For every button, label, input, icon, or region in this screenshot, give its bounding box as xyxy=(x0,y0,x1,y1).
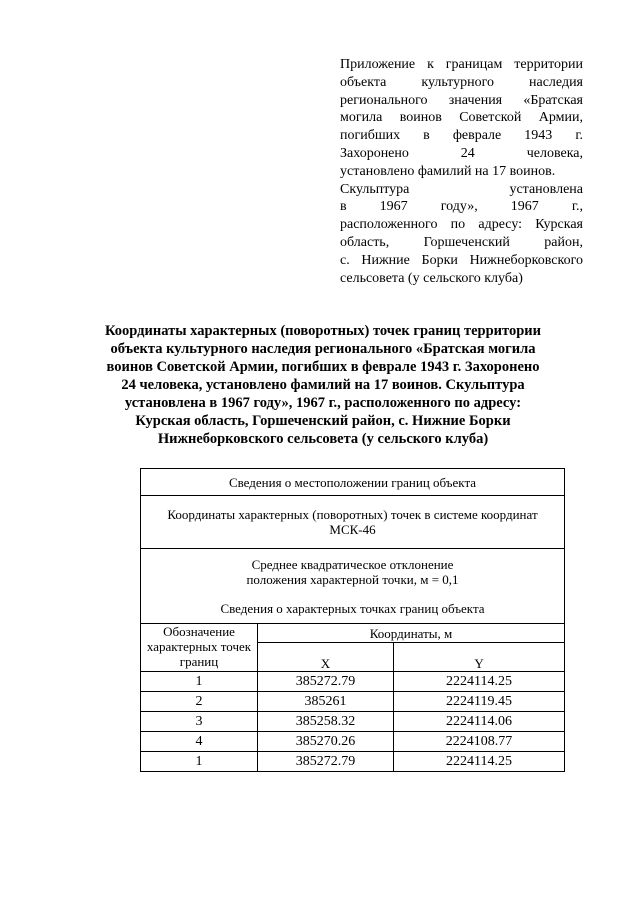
appendix-line: установлено фамилий на 17 воинов. xyxy=(340,163,556,179)
appendix-line: Приложение к границам территории xyxy=(340,57,583,72)
y-cell: 2224119.45 xyxy=(394,692,565,712)
col-point-line: Обозначение xyxy=(163,624,235,639)
title-line: воинов Советской Армии, погибших в феврале 1943 г. Захоронено xyxy=(106,359,540,375)
title-line: объекта культурного наследия регионального «Братская могила xyxy=(110,341,536,357)
col-point-line: характерных точек xyxy=(146,639,252,654)
coordinates-table xyxy=(140,468,565,772)
appendix-line: с. Нижние Борки Нижнеборковского xyxy=(340,252,583,268)
col-point-header xyxy=(141,624,258,672)
col-y-header: Y xyxy=(394,643,565,672)
appendix-line: регионального значения «Братская xyxy=(340,92,583,108)
col-point-line: границ xyxy=(179,654,219,669)
appendix-line: Скульптура установлена xyxy=(340,181,583,197)
coord-system-line: МСК-46 xyxy=(329,522,376,537)
title-line: Нижнеборковского сельсовета (у сельского клуба) xyxy=(157,431,489,447)
appendix-line: погибших в феврале 1943 г. xyxy=(340,128,583,144)
rms-cell xyxy=(141,549,565,624)
col-coords-header: Координаты, м xyxy=(258,624,565,643)
coord-system-line: Координаты характерных (поворотных) точек в системе координат xyxy=(167,507,538,522)
rms-line: положения характерной точки, м = 0,1 xyxy=(246,571,459,587)
point-cell: 1 xyxy=(141,672,258,692)
coord-system-row xyxy=(141,496,565,549)
rms-row xyxy=(141,549,565,624)
location-info-row xyxy=(141,469,565,496)
x-cell: 385272.79 xyxy=(258,752,394,772)
y-cell: 2224114.06 xyxy=(394,712,565,732)
x-cell: 385270.26 xyxy=(258,732,394,752)
point-cell: 1 xyxy=(141,752,258,772)
points-info-line: Сведения о характерных точках границ объекта xyxy=(220,600,485,616)
point-cell: 3 xyxy=(141,712,258,732)
appendix-line: область, Горшеченский район, xyxy=(340,234,583,250)
appendix-line: могила воинов Советской Армии, xyxy=(340,110,583,126)
table-row xyxy=(141,712,565,732)
appendix-line: Захоронено 24 человека, xyxy=(340,145,583,161)
y-cell: 2224114.25 xyxy=(394,752,565,772)
header-row xyxy=(141,624,565,643)
rms-line: Среднее квадратическое отклонение xyxy=(251,556,454,572)
table-row xyxy=(141,732,565,752)
y-cell: 2224108.77 xyxy=(394,732,565,752)
x-cell: 385261 xyxy=(258,692,394,712)
table-row xyxy=(141,672,565,692)
point-cell: 4 xyxy=(141,732,258,752)
appendix-line: объекта культурного наследия xyxy=(340,74,583,90)
appendix-line: расположенного по адресу: Курская xyxy=(340,217,583,233)
appendix-line: сельсовета (у сельского клуба) xyxy=(340,270,523,286)
appendix-note xyxy=(340,56,583,287)
col-x-header: X xyxy=(258,643,394,672)
table-row xyxy=(141,752,565,772)
document-title xyxy=(96,322,550,448)
y-cell: 2224114.25 xyxy=(394,672,565,692)
title-line: 24 человека, установлено фамилий на 17 воинов. Скульптура xyxy=(121,377,525,393)
x-cell: 385258.32 xyxy=(258,712,394,732)
x-cell: 385272.79 xyxy=(258,672,394,692)
coord-system-cell xyxy=(141,496,565,549)
point-cell: 2 xyxy=(141,692,258,712)
title-line: Координаты характерных (поворотных) точек границ территории xyxy=(105,323,541,339)
title-line: установлена в 1967 году», 1967 г., расположенного по адресу: xyxy=(124,395,522,411)
title-line: Курская область, Горшеченский район, с. Нижние Борки xyxy=(135,413,511,429)
appendix-line: в 1967 году», 1967 г., xyxy=(340,199,583,215)
location-info-cell: Сведения о местоположении границ объекта xyxy=(141,469,565,496)
table-row xyxy=(141,692,565,712)
